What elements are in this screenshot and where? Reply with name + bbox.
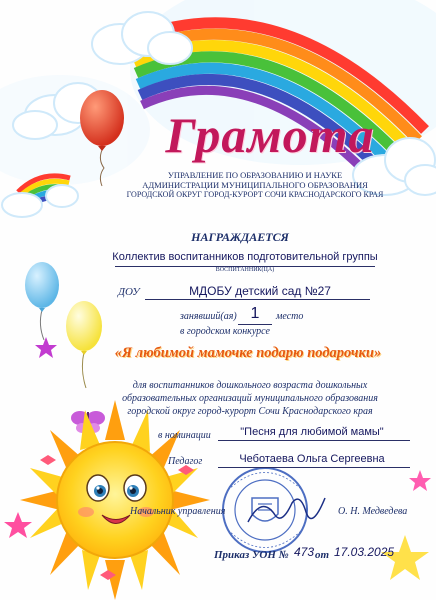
awarded-heading: НАГРАЖДАЕТСЯ (191, 230, 289, 244)
blue-balloon-icon (25, 262, 59, 340)
place-label: занявший(ая) (180, 311, 237, 322)
teacher-label: Педагог (168, 456, 203, 467)
recipient-name: Коллектив воспитанников подготовительной группы (112, 251, 378, 263)
nomination-value: "Песня для любимой мамы" (240, 426, 384, 438)
description-line: образовательных организаций муниципального образования (122, 393, 378, 404)
contest-name: «Я любимой мамочке подарю подарочки» (114, 345, 382, 361)
teacher-name: Чеботаева Ольга Сергеевна (239, 453, 385, 465)
order-date: 17.03.2025 (334, 545, 395, 559)
official-seal (223, 468, 307, 552)
star-icon (409, 470, 431, 491)
certificate-title: Грамота (165, 107, 375, 163)
star-icon (4, 512, 32, 538)
head-label: Начальник управления (130, 506, 226, 517)
institution-underline (145, 299, 370, 300)
teacher-underline (218, 467, 410, 468)
place-suffix: место (276, 311, 304, 322)
recipient-caption: ВОСПИТАННИК(ЦА) (215, 267, 275, 273)
contest-line: в городском конкурсе (180, 326, 270, 337)
nomination-underline (218, 440, 410, 441)
order-date-label: от (315, 549, 330, 561)
place-underline (238, 324, 272, 325)
institution-name: МДОБУ детский сад №27 (189, 284, 331, 298)
order-label: Приказ УОН № (214, 549, 289, 561)
issuer-line: УПРАВЛЕНИЕ ПО ОБРАЗОВАНИЮ И НАУКЕ (167, 170, 343, 180)
issuer-line: АДМИНИСТРАЦИИ МУНИЦИПАЛЬНОГО ОБРАЗОВАНИЯ (142, 180, 368, 190)
order-number: 473 (294, 545, 315, 559)
nomination-label: в номинации (158, 430, 211, 441)
institution-label: ДОУ (118, 286, 140, 298)
issuer-line: ГОРОДСКОЙ ОКРУГ ГОРОД-КУРОРТ СОЧИ КРАСНОДАРСКОГО КРАЯ (126, 190, 384, 199)
description-line: для воспитанников дошкольного возраста дошкольных (132, 380, 368, 391)
place-value: 1 (250, 305, 260, 322)
star-icon (35, 337, 57, 358)
description-line: городской округ город-курорт Сочи Краснодарского края (127, 406, 373, 417)
head-name: О. Н. Медведева (338, 506, 408, 517)
